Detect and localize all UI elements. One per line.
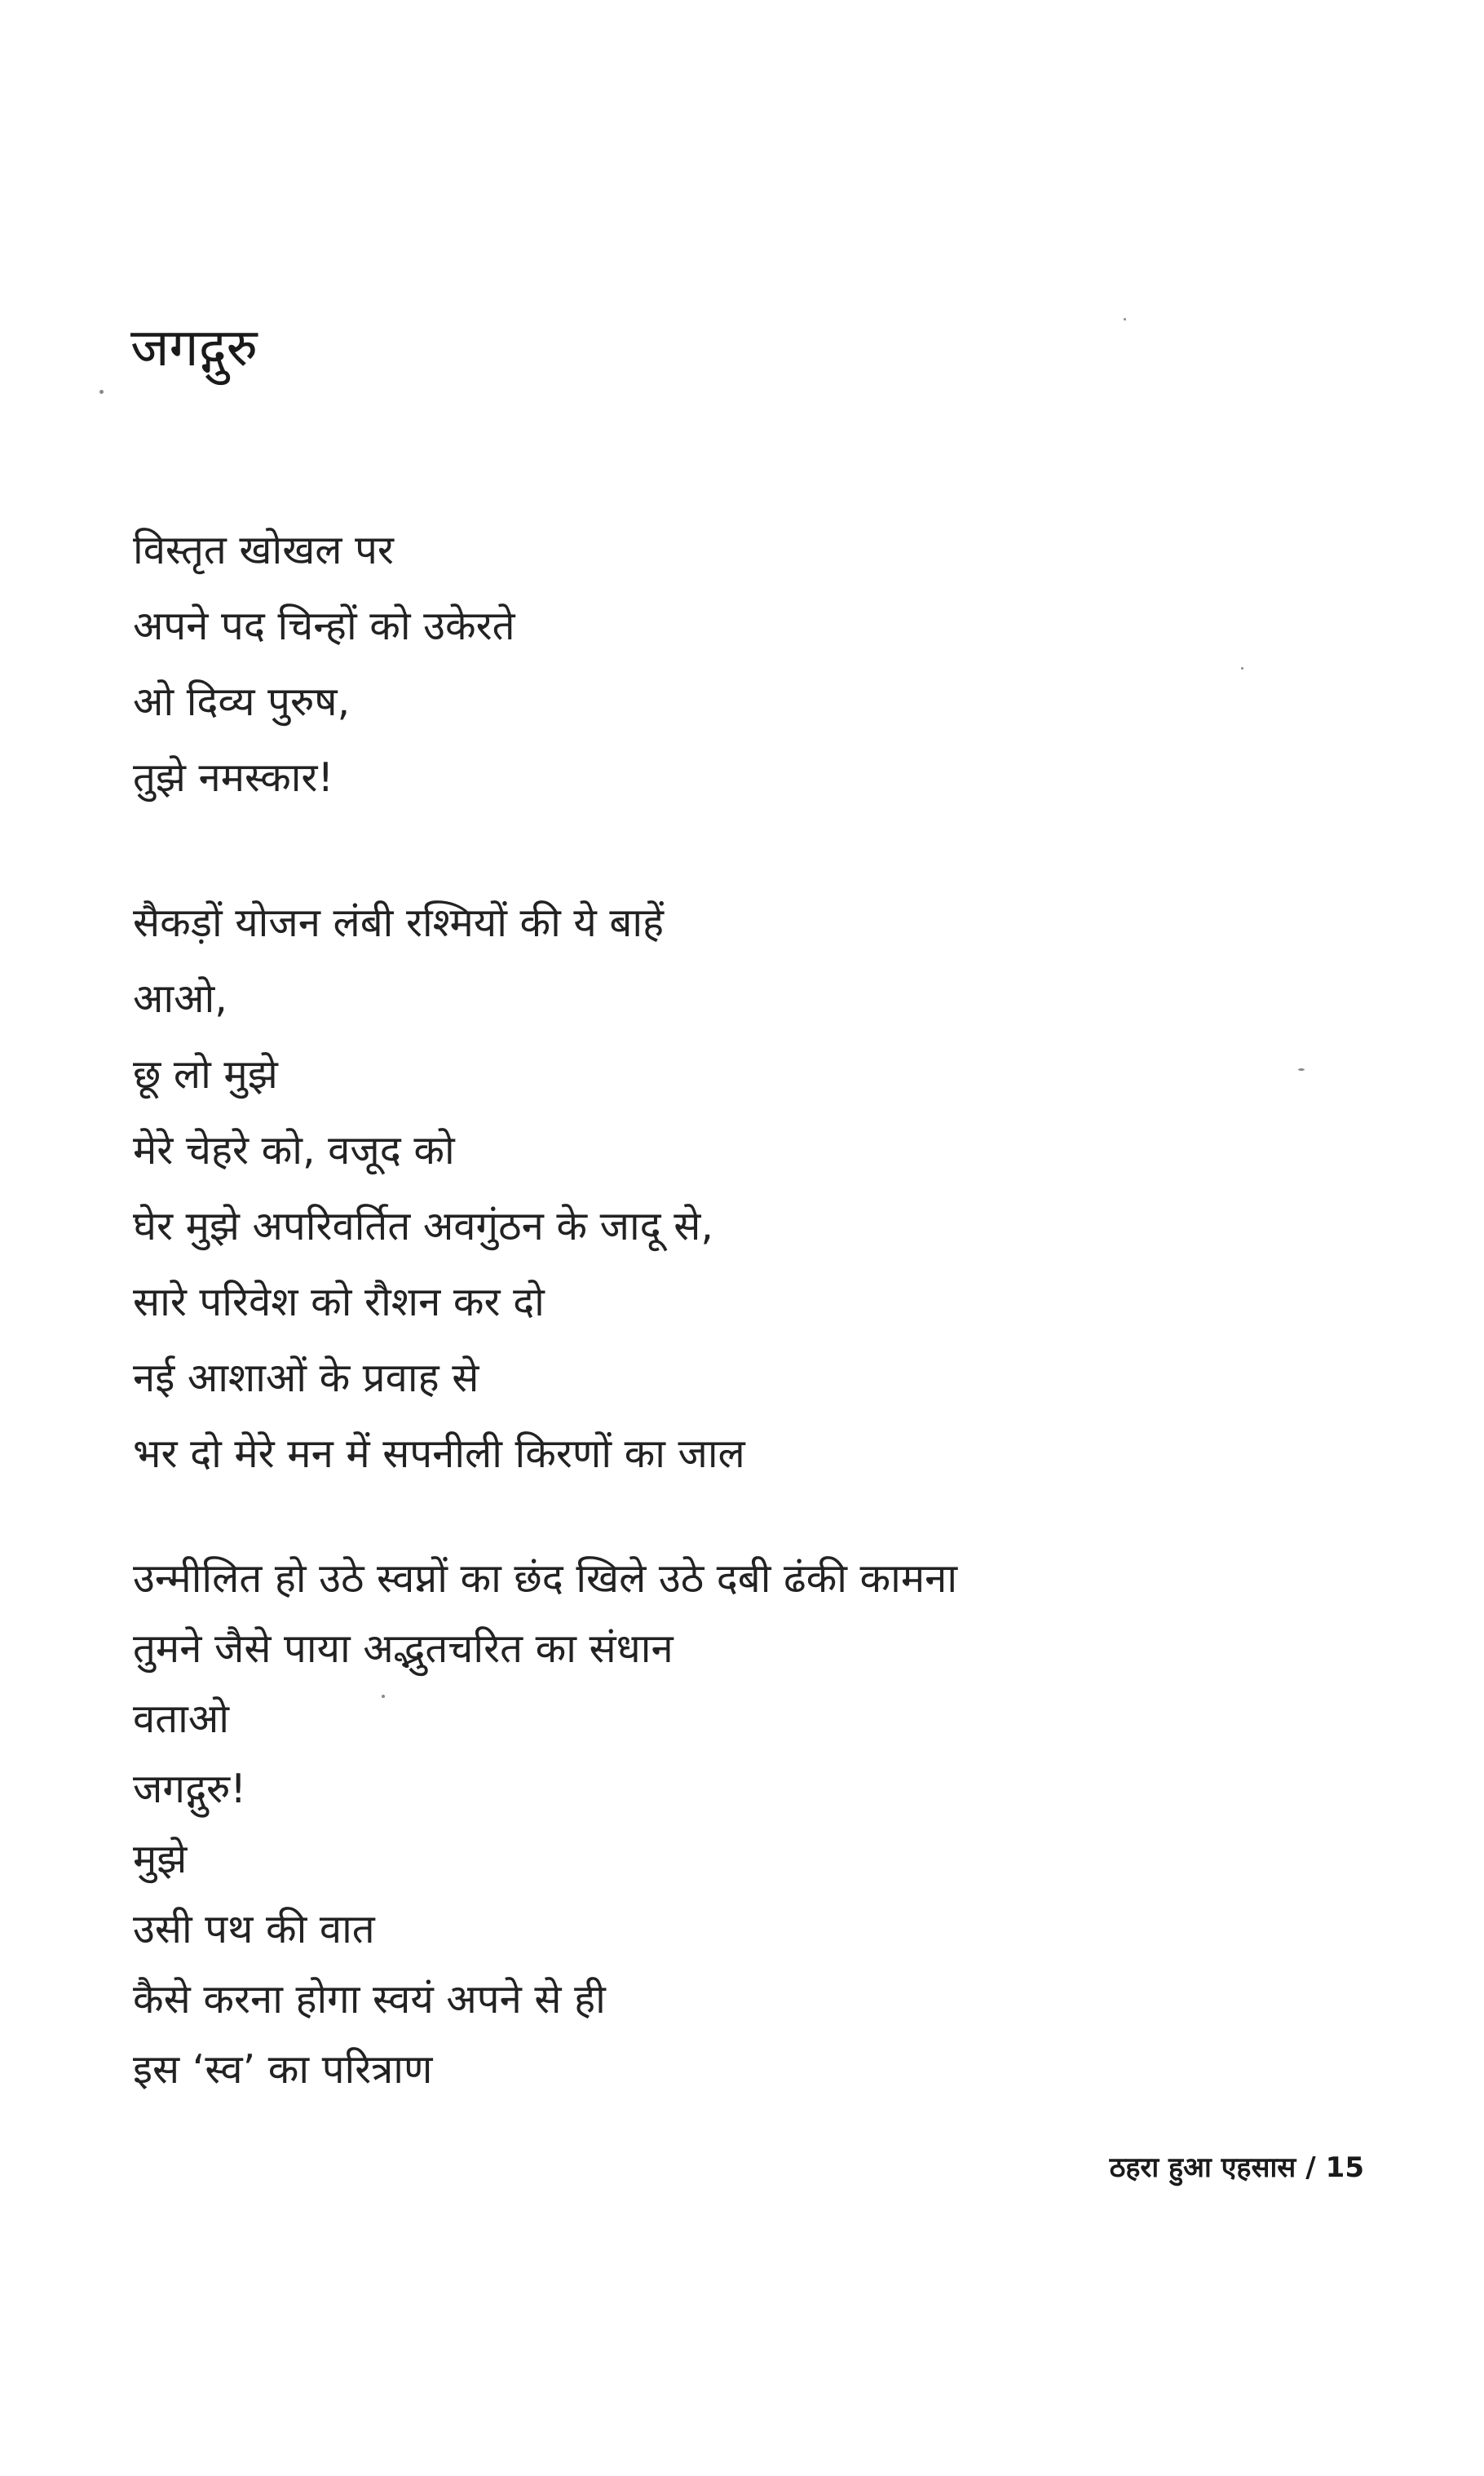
scan-speck (1241, 667, 1243, 670)
poem-line: विस्तृत खोखल पर (133, 527, 394, 573)
page-number: 15 (1325, 2151, 1364, 2184)
stanza-3 (133, 1544, 957, 2105)
poem-line: नई आशाओं के प्रवाह से (133, 1355, 479, 1401)
scan-speck (1298, 1068, 1305, 1071)
poem-line: सारे परिवेश को रौशन कर दो (133, 1279, 545, 1325)
scan-speck (1124, 318, 1126, 321)
footer-separator: / (1305, 2151, 1316, 2184)
book-title: ठहरा हुआ एहसास (1109, 2151, 1296, 2184)
stanza-1 (133, 512, 515, 816)
scan-speck (99, 390, 104, 394)
poem-line: आओ, (133, 975, 227, 1022)
poem-line: कैसे करना होगा स्वयं अपने से ही (133, 1976, 606, 2023)
poem-line: इस ‘स्व’ का परित्राण (133, 2046, 433, 2093)
poem-line: अपने पद चिन्हों को उकेरते (133, 603, 515, 649)
poem-line: भर दो मेरे मन में सपनीली किरणों का जाल (133, 1430, 745, 1477)
poem-line: ओ दिव्य पुरुष, (133, 679, 351, 725)
poem-line: घेर मुझे अपरिवर्तित अवगुंठन के जादू से, (133, 1203, 713, 1249)
poem-title: जगद्गुरु (130, 318, 258, 378)
poem-line: तुझे नमस्कार! (133, 754, 334, 801)
poem-line: जगद्गुरु! (133, 1766, 247, 1812)
poem-line: उसी पथ की वात (133, 1906, 375, 1952)
scan-speck (382, 1695, 385, 1698)
stanza-2 (133, 885, 745, 1492)
poem-line: उन्मीलित हो उठे स्वप्नों का छंद खिले उठे दबी ढंकी कामना (133, 1555, 958, 1602)
poem-line: सैकड़ों योजन लंबी रश्मियों की ये बाहें (133, 900, 665, 946)
poem-line: वताओ (133, 1696, 229, 1742)
poem-line: मुझे (133, 1836, 188, 1882)
poem-line: छू लो मुझे (133, 1051, 278, 1098)
page-footer (1110, 2147, 1364, 2185)
poem-line: तुमने जैसे पाया अद्भुतचरित का संधान (133, 1625, 674, 1672)
poem-line: मेरे चेहरे को, वजूद को (133, 1127, 455, 1174)
